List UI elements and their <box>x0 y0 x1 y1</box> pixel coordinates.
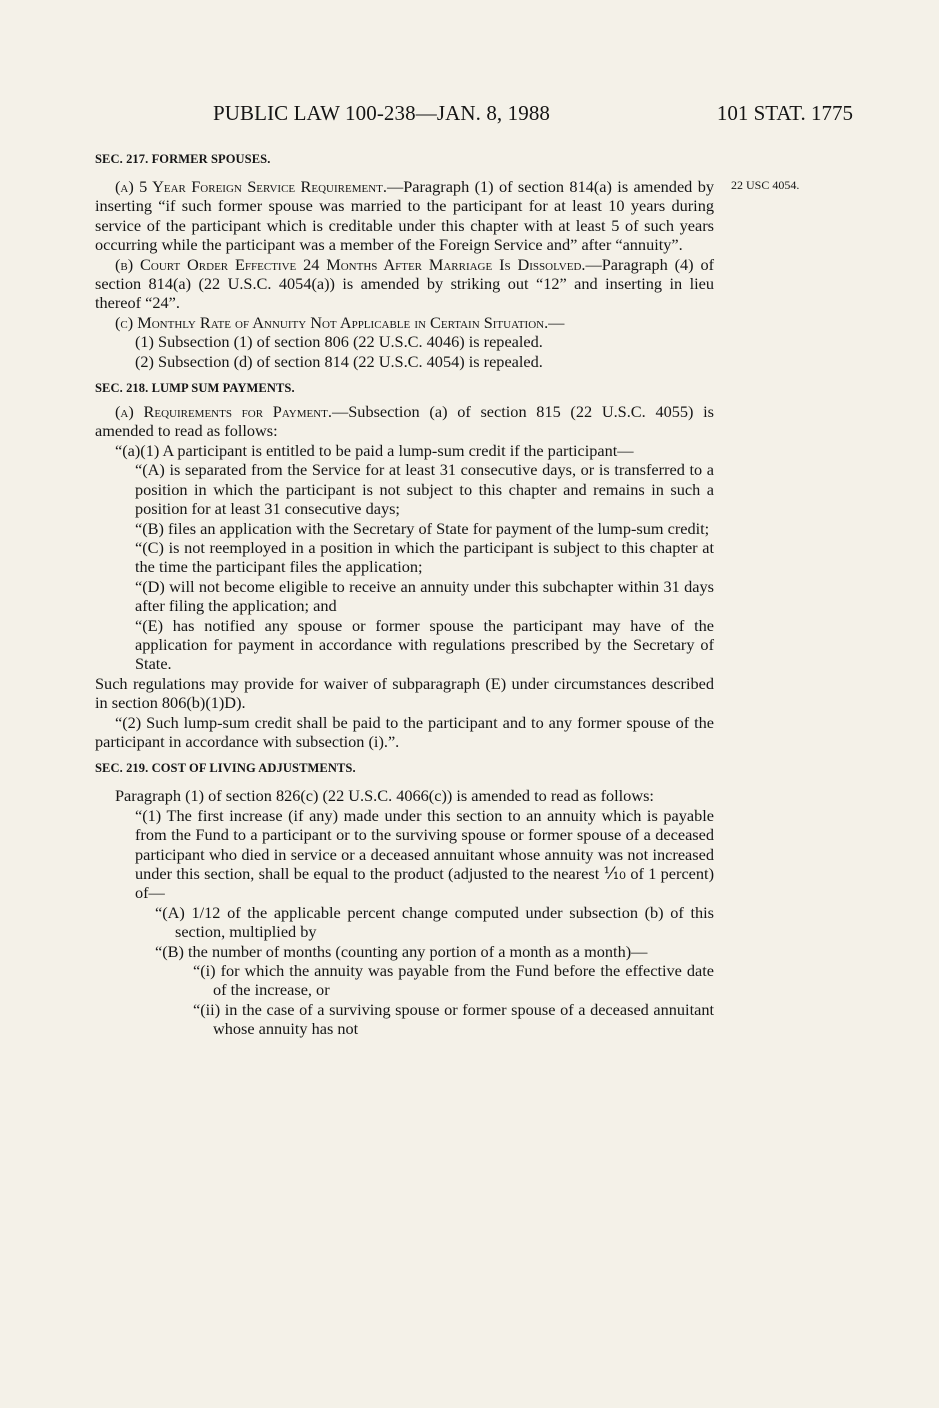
header-stat-citation: 101 STAT. 1775 <box>716 101 853 125</box>
sec218-para-a <box>95 402 714 441</box>
sec219-quote-1: “(1) The first increase (if any) made under this section to an annuity which is payable from the Fund to a participant or to the surviving spouse or former spouse of a deceased participant who died in service or a deceased annuitant whose annuity was not increased under this section, shall be equal to the product (adjusted to the nearest ⅒ of 1 percent) of— <box>135 805 714 903</box>
sec218-quote-a1: “(a)(1) A participant is entitled to be paid a lump-sum credit if the participant— <box>115 440 634 460</box>
sec217-c-text: — <box>548 312 565 332</box>
sec219-quote-i: “(i) for which the annuity was payable from the Fund before the effective date of the increase, or <box>193 961 714 1000</box>
page-header <box>95 101 853 131</box>
sec219-quote-A: “(A) 1/12 of the applicable percent change computed under subsection (b) of this section, multiplied by <box>155 902 714 942</box>
sec219-intro: Paragraph (1) of section 826(c) (22 U.S.C. 4066(c)) is amended to read as follows: <box>115 786 654 806</box>
sec217-b-text: —Paragraph (4) of section 814(a) (22 U.S.C. 4054(a)) is amended by striking out “12” and inserting in lieu thereof “24”. <box>95 254 715 313</box>
sec218-quote-D: “(D) will not become eligible to receive an annuity under this subchapter within 31 days after filing the application; and <box>135 576 714 616</box>
margin-citation: 22 USC 4054. <box>731 178 800 192</box>
section-217-heading: SEC. 217. FORMER SPOUSES. <box>95 152 271 166</box>
sec217-c-heading: (c) Monthly Rate of Annuity Not Applicable in Certain Situation. <box>115 312 549 332</box>
sec218-a-text: —Subsection (a) of section 815 (22 U.S.C. 4055) is amended to read as follows: <box>95 402 715 441</box>
sec218-quote-2: “(2) Such lump-sum credit shall be paid to the participant and to any former spouse of the participant in accordance with subsection (i).”. <box>95 712 714 751</box>
sec219-quote-ii: “(ii) in the case of a surviving spouse or former spouse of a deceased annuitant whose annuity has not <box>193 999 714 1039</box>
sec218-quote-E: “(E) has notified any spouse or former spouse the participant may have of the application for payment in accordance with regulations prescribed by the Secretary of State. <box>135 615 714 674</box>
sec217-a-heading: (a) 5 Year Foreign Service Requirement. <box>115 177 387 196</box>
sec217-para-a <box>95 177 714 255</box>
sec217-b-heading: (b) Court Order Effective 24 Months After Marriage Is Dissolved. <box>115 254 586 274</box>
sec217-para-c1: (1) Subsection (1) of section 806 (22 U.S.C. 4046) is repealed. <box>135 332 543 352</box>
sec219-quote-B: “(B) the number of months (counting any portion of a month as a month)— <box>155 941 648 961</box>
sec218-quote-C: “(C) is not reemployed in a position in which the participant is subject to this chapter at the time the participant files the application; <box>135 537 714 577</box>
document-body <box>95 150 714 1039</box>
sec217-para-c <box>95 313 714 332</box>
section-219-heading: SEC. 219. COST OF LIVING ADJUSTMENTS. <box>95 761 356 776</box>
sec218-a-heading: (a) Requirements for Payment. <box>115 402 332 422</box>
sec217-a-text: —Paragraph (1) of section 814(a) is amended by inserting “if such former spouse was married to the participant for at least 10 years during service of the participant which is creditable under this chapter with at least 5 of such years occurring while the participant was a member of the Foreign Service and” after “annuity”. <box>95 177 714 255</box>
sec217-para-c2: (2) Subsection (d) of section 814 (22 U.S.C. 4054) is repealed. <box>135 351 543 371</box>
sec218-quote-B: “(B) files an application with the Secretary of State for payment of the lump-sum credit; <box>135 518 710 538</box>
sec217-para-b <box>95 255 714 313</box>
header-title: PUBLIC LAW 100-238—JAN. 8, 1988 <box>213 101 551 125</box>
section-218-heading: SEC. 218. LUMP SUM PAYMENTS. <box>95 381 295 396</box>
sec218-quote-A: “(A) is separated from the Service for at least 31 consecutive days, or is transferred to a position in which the participant is not subject to this chapter and remains in such a position for at least 31 consecutive days; <box>135 460 714 519</box>
sec218-regulations: Such regulations may provide for waiver of subparagraph (E) under circumstances described in section 806(b)(1)D). <box>95 673 714 713</box>
